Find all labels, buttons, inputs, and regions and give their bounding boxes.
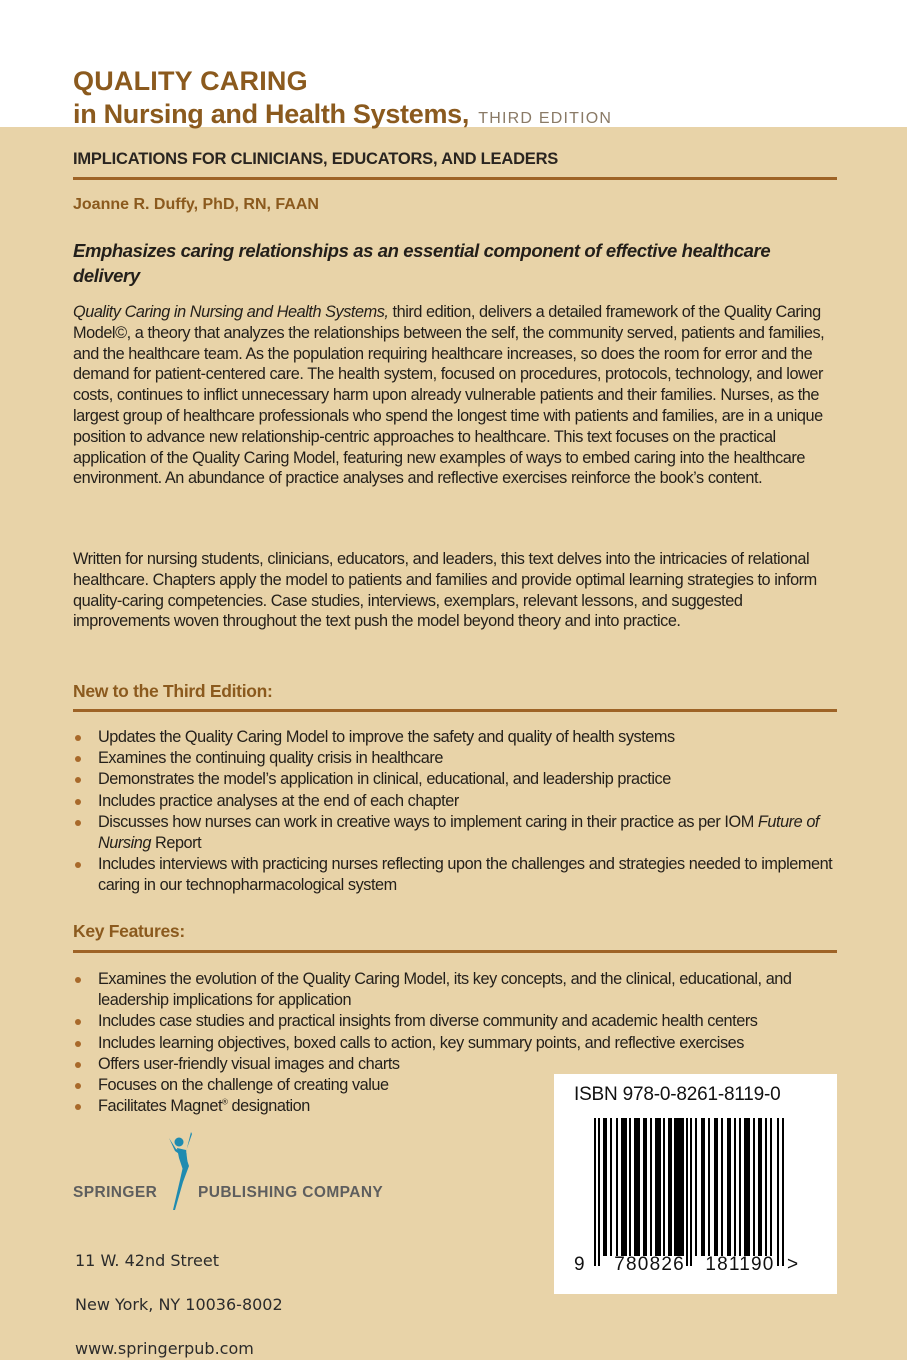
bullet-icon [75, 735, 81, 741]
list-item-text: Examines the evolution of the Quality Caring Model, its key concepts, and the clinical, educational, and leadership implications for application [98, 970, 792, 1010]
bullet-icon [75, 799, 81, 805]
bullet-icon [75, 820, 81, 826]
bullet-icon [75, 756, 81, 762]
list-item [73, 748, 837, 769]
bullet-icon [75, 1104, 81, 1110]
list-item [73, 769, 837, 790]
publisher-name-right: PUBLISHING COMPANY [198, 1184, 384, 1201]
divider-rule [73, 950, 837, 953]
barcode-digits [574, 1254, 799, 1276]
list-item-text: Demonstrates the model’s application in clinical, educational, and leadership practice [98, 770, 671, 789]
bullet-icon [75, 862, 81, 868]
list-item [73, 791, 837, 812]
book-title-line-1: QUALITY CARING [73, 66, 308, 96]
list-item [73, 1075, 553, 1096]
bullet-icon [75, 1083, 81, 1089]
description-paragraph-1-text: third edition, delivers a detailed framework of the Quality Caring Model©, a theory that analyzes the relationships between the self, the community served, patients and families, and the healthcare team. As the population requiring healthcare increases, so does the room for error and the demand for patient-centered care. The health system, focused on procedures, protocols, technology, and lower costs, continues to inflict unnecessary harm upon already vulnerable patients and their families. Nurses, as the largest group of healthcare professionals who spend the longest time with patients and families, are in a unique position to advance new relationship-centric approaches to healthcare. This text focuses on the practical application of the Quality Caring Model, featuring new examples of ways to embed caring into the healthcare environment. An abundance of practice analyses and reflective exercises reinforce the book’s content. [73, 303, 825, 488]
publisher-name-left: SPRINGER [73, 1184, 158, 1201]
publisher-logo [73, 1132, 393, 1204]
barcode-digit-first: 9 [574, 1254, 586, 1275]
list-item-text: Facilitates Magnet [98, 1097, 223, 1116]
publisher-website: www.springerpub.com [75, 1339, 254, 1358]
new-edition-heading: New to the Third Edition: [73, 681, 273, 701]
leaping-figure-icon [167, 1132, 199, 1212]
list-item-text: Discusses how nurses can work in creative ways to implement caring in their practice as per IOM [98, 812, 758, 831]
list-item [73, 1033, 837, 1054]
edition-label: THIRD EDITION [478, 110, 613, 127]
key-features-heading: Key Features: [73, 921, 185, 941]
description-paragraph-2: Written for nursing students, clinicians, educators, and leaders, this text delves into the intricacies of relational healthcare. Chapters apply the model to patients and families and provide optimal learning strategies to inform quality-caring competencies. Case studies, interviews, exemplars, relevant lessons, and suggested improvements woven throughout the text push the model beyond theory and into practice. [73, 550, 817, 631]
address-street: 11 W. 42nd Street [75, 1251, 219, 1270]
isbn-label: ISBN 978-0-8261-8119-0 [574, 1084, 781, 1105]
description-paragraph-1 [73, 302, 837, 489]
key-features-list-continued [73, 1054, 553, 1118]
list-item-text: Includes learning objectives, boxed calls to action, key summary points, and reflective exercises [98, 1033, 744, 1052]
barcode-icon [594, 1118, 789, 1266]
list-item [73, 1096, 553, 1117]
list-item [73, 854, 837, 896]
barcode-digit-group-2: 181190 [705, 1254, 775, 1275]
report-title-italic: Future of Nursing [98, 812, 819, 853]
book-title-line-2 [73, 99, 612, 130]
list-item [73, 812, 837, 854]
registered-mark: ® [222, 1097, 228, 1107]
list-item [73, 1011, 837, 1032]
list-item-text: Includes interviews with practicing nurses reflecting upon the challenges and strategies needed to implement caring in our technopharmacological system [98, 855, 833, 895]
list-item-text: Includes practice analyses at the end of each chapter [98, 791, 459, 810]
list-item [73, 969, 837, 1011]
bullet-icon [75, 977, 81, 983]
divider-rule [73, 709, 837, 712]
barcode-quiet-zone-mark: > [787, 1254, 800, 1275]
list-item-text: Offers user-friendly visual images and charts [98, 1055, 400, 1073]
barcode-digit-group-1: 780826 [614, 1254, 685, 1275]
book-subtitle: IMPLICATIONS FOR CLINICIANS, EDUCATORS, AND LEADERS [73, 150, 559, 168]
list-item-text: Includes case studies and practical insights from diverse community and academic health centers [98, 1012, 758, 1031]
list-item-text: Focuses on the challenge of creating value [98, 1076, 389, 1095]
list-item [73, 727, 837, 748]
bullet-icon [75, 1041, 81, 1047]
list-item [73, 1054, 553, 1075]
new-edition-list [73, 727, 837, 897]
publisher-address [75, 1228, 283, 1360]
list-item-text: Report [150, 834, 202, 853]
bullet-icon [75, 1062, 81, 1068]
list-item-text: Updates the Quality Caring Model to improve the safety and quality of health systems [98, 728, 675, 746]
key-features-list [73, 969, 837, 1054]
list-item-text: Examines the continuing quality crisis in healthcare [98, 749, 443, 768]
author-name: Joanne R. Duffy, PhD, RN, FAAN [73, 196, 319, 213]
list-item-text: designation [227, 1097, 310, 1116]
address-city: New York, NY 10036-8002 [75, 1295, 283, 1314]
bullet-icon [75, 777, 81, 783]
isbn-barcode-box [554, 1074, 837, 1294]
book-title-main: in Nursing and Health Systems, [73, 99, 470, 129]
book-title-italic: Quality Caring in Nursing and Health Systems, [73, 303, 389, 321]
divider-rule [73, 177, 837, 180]
tagline: Emphasizes caring relationships as an essential component of effective healthcare delivery [73, 240, 771, 286]
bullet-icon [75, 1019, 81, 1025]
